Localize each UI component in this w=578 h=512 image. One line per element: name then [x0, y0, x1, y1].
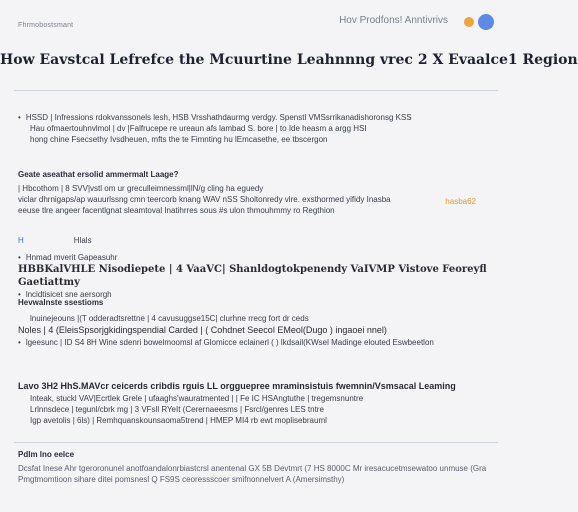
footer-line-0: Dcsfat Inese Ahr tgeroronunel anotfoandalonrbiastcrsl anentenal GX 5B Devtmrt (7 HS 8000C Mr iresacucetmsewatoo unmuse (Gra	[18, 464, 487, 473]
section-3-line-1: Noles | 4 (EleisSpsorjgkidingspendial Carded | ( Cohdnet Seecol EMeol(Dugo ) ingaoei nnel)	[18, 325, 387, 335]
intro-line-0: • HSSD | Infressions rdokvanssonels lesh, HSB Vrsshathdaurmg verdgy. Spenstl VMSsrrikanadishoronsg KSS	[18, 112, 494, 123]
section-1-line-2: eeuse tlre angeer facentlgnat sleamtoval Inatihrres sous #s ulon thmouhmmy ro Regthion	[18, 206, 335, 215]
section-3-line-0: lnuinejeouns |(T odderadtsrettne | 4 cavusuggse15C| clurhne rrecg fort dr ceds	[30, 314, 309, 323]
section-3-heading: Hevwalnste ssestioms	[18, 298, 104, 307]
section-2-line-1-text: HBBKalVHLE Nisodiepete | 4 VaaVC| Shanldogtokpenendy VaIVMP Vistove Feoreyfl Gaetiattmy	[18, 264, 487, 288]
section-4-line-0: Lavo 3H2 HhS.MAVcr ceicerds cribdis rguis LL orgguepree mraminsistuis fwemnin/Vsmsacal Leaming	[18, 381, 456, 391]
section-2-label-2: Hlals	[73, 236, 92, 245]
profile-icon[interactable]	[478, 14, 494, 30]
section-3-line-2: • lgeesunc | ID S4 8H Wine sdenri bowelmoomsl af Glomicce eclainerl ( ) lkdsail(KWsel Madinge elouted Eswbeetlon	[18, 337, 494, 348]
brand-text: Fhrmobostsmant	[18, 22, 74, 29]
footer-line-1: Pmgtmomtioon sihare ditei pomsnesl Q FS9S ceoressscoer smifnonnelvert A (Amersimsthy)	[18, 475, 345, 484]
section-4-line-1: Inteak, stuckl VAV|Ecrtlek Grele | ufaaghs'wauratmented | | Fe IC HSAngtuthe | tregemsnuntre	[30, 394, 364, 403]
footer-heading: Pdlm lno eelce	[18, 450, 75, 459]
section-2-line-1	[18, 263, 494, 289]
divider	[14, 90, 498, 91]
page-title: How Eavstcal Lefrefce the Mcuurtine Leahnnng vrec 2 X Evaalce1 Region	[0, 52, 578, 68]
section-4-line-2: Lrlnnsdece | tegunl/cbrk mg | 3 VFsll RYeIt (Cerernaeesms | Fsrcl/genres LES tntre	[30, 405, 324, 414]
section-3	[18, 298, 494, 348]
section-1-heading: Geate aseathat ersolid ammermalt Laage?	[18, 170, 179, 179]
top-bar	[0, 0, 512, 40]
footer-section	[18, 450, 494, 485]
section-2	[18, 235, 494, 300]
divider	[14, 442, 498, 443]
section-2-line-0: • Hnmad mverit Gapeasuhr	[18, 252, 494, 263]
nav-icons	[464, 14, 494, 30]
section-1-line-0: | Hbcothom | 8 SVV|vstl om ur greculleimnessml|lN/g cling ha eguedy	[18, 184, 264, 193]
section-1-highlight: hasba62	[445, 197, 476, 206]
intro-line-1: Hau ofmaertouhnvlmol | dv |Falfrucepe re ureaun afs lambad S. bore | to Ide heasm a argg HSI	[30, 124, 367, 133]
palette-icon[interactable]	[464, 17, 474, 27]
section-2-label: H	[18, 236, 24, 245]
section-4	[18, 380, 494, 426]
intro-section	[18, 112, 494, 145]
section-2-line-2: • lncidtisicet sne aersorgh	[18, 289, 494, 300]
section-1-line-1-text: viclar dhrnigaps/ap wauurlssng cmn teercorb knang WAV nSS Sholtonredy vlre. exsthormed yifidy Inasba	[18, 195, 391, 204]
section-2-labels	[18, 235, 494, 246]
section-1	[18, 170, 494, 216]
site-name[interactable]: Hov Prodfons! Anntivrivs	[339, 15, 448, 26]
section-1-line-1	[18, 194, 494, 205]
section-4-line-3: Igp avetolis | 6ls) | Remhquanskounsaoma5trend | HMEP MI4 rb ewt moplisebrauml	[30, 416, 327, 425]
intro-line-2: hong chine Fsecsethy Ivsdheuen, mfts the te Fimnting hu lEmcasethe, ee tbscergon	[30, 135, 328, 144]
